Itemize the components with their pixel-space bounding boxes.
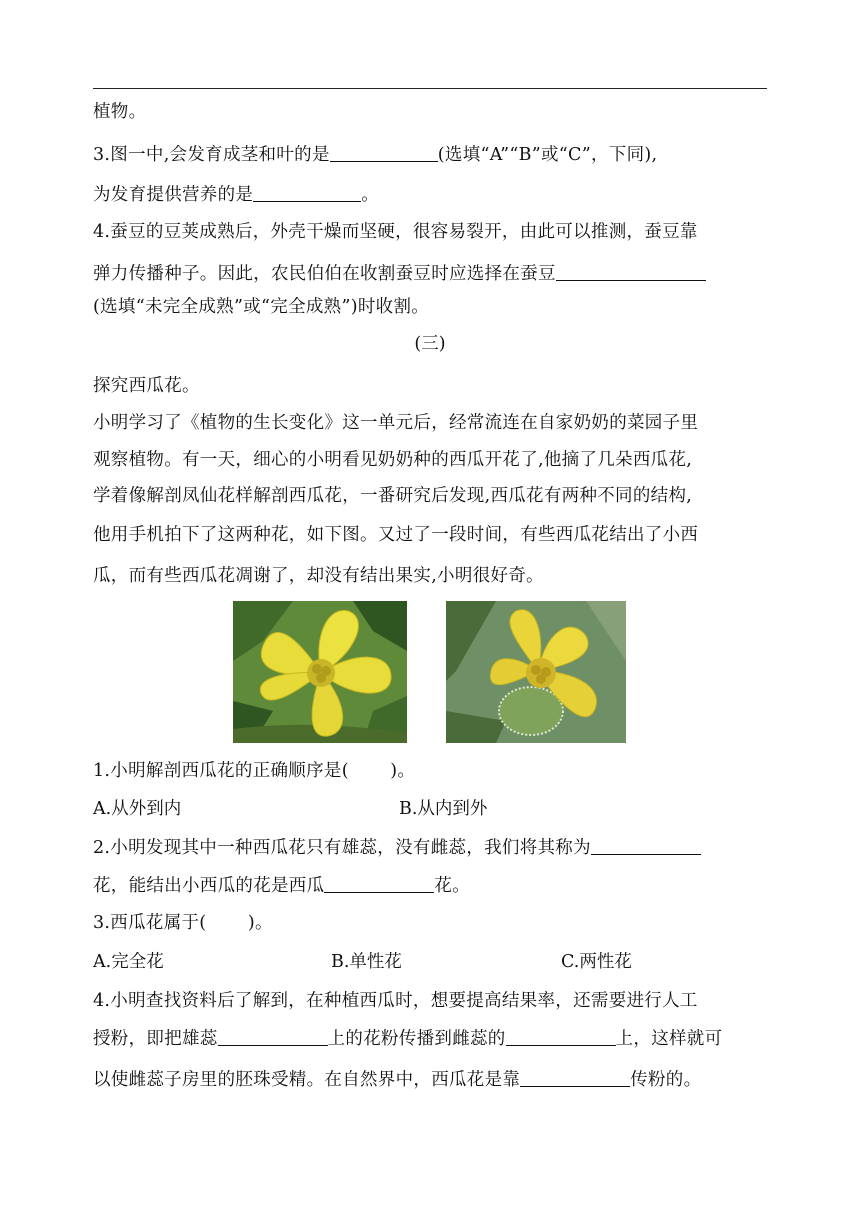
plant-line-end: 植物。 <box>93 102 147 122</box>
question-1: 1.小明解剖西瓜花的正确顺序是( )。 <box>93 761 416 781</box>
question-text: 上，这样就可 <box>615 1029 723 1049</box>
paragraph-line: 学着像解剖凤仙花样解剖西瓜花，一番研究后发现,西瓜花有两种不同的结构, <box>93 486 693 506</box>
question-text: 。 <box>361 185 380 205</box>
option-b-unisexual-flower[interactable]: B.单性花 <box>331 952 402 972</box>
top-divider-line <box>93 88 767 89</box>
answer-blank[interactable] <box>253 183 361 202</box>
answer-blank[interactable] <box>591 836 701 855</box>
paragraph-line: 瓜，而有些西瓜花凋谢了，却没有结出果实,小明很好奇。 <box>93 566 544 586</box>
question-text: 3.图一中,会发育成茎和叶的是 <box>93 145 330 165</box>
question-4-line-1: 4.小明查找资料后了解到，在种植西瓜时，想要提高结果率，还需要进行人工 <box>93 991 698 1011</box>
question-text: 弹力传播种子。因此，农民伯伯在收割蚕豆时应选择在蚕豆 <box>93 264 556 284</box>
female-flower-photo <box>446 601 626 743</box>
answer-blank[interactable] <box>330 143 438 162</box>
option-b-inside-out[interactable]: B.从内到外 <box>399 799 488 819</box>
question-text: 授粉，即把雄蕊 <box>93 1029 218 1049</box>
answer-blank[interactable] <box>556 262 706 281</box>
question-text: 为发育提供营养的是 <box>93 185 254 205</box>
paragraph-line: 观察植物。有一天，细心的小明看见奶奶种的西瓜开花了,他摘了几朵西瓜花, <box>93 450 693 470</box>
question-text: 上的花粉传播到雌蕊的 <box>327 1029 506 1049</box>
answer-blank[interactable] <box>506 1027 616 1046</box>
flower-image <box>233 601 407 743</box>
question-4-line-1 <box>93 221 698 243</box>
question-text: 花。 <box>434 876 471 896</box>
question-4-line-2 <box>93 1027 722 1050</box>
answer-blank[interactable] <box>218 1027 328 1046</box>
question-2-line-1 <box>93 836 701 859</box>
question-4-line-3 <box>93 296 429 318</box>
option-a-complete-flower[interactable]: A.完全花 <box>93 952 164 972</box>
question-3: 3.西瓜花属于( )。 <box>93 913 273 933</box>
option-a-outside-in[interactable]: A.从外到内 <box>93 799 182 819</box>
section-heading: (三) <box>414 334 446 354</box>
question-4-line-2 <box>93 262 706 285</box>
question-text: (选填“未完全成熟”或“完全成熟”)时收割。 <box>93 297 430 317</box>
male-flower-photo <box>233 601 407 743</box>
question-text: 2.小明发现其中一种西瓜花只有雄蕊，没有雌蕊，我们将其称为 <box>93 838 591 858</box>
question-text: (选填“A”“B”或“C”，下同), <box>437 145 658 165</box>
section-intro: 探究西瓜花。 <box>93 376 200 396</box>
answer-blank[interactable] <box>324 874 434 893</box>
question-text: 以使雌蕊子房里的胚珠受精。在自然界中，西瓜花是靠 <box>93 1070 521 1090</box>
question-4-line-3 <box>93 1068 701 1091</box>
answer-blank[interactable] <box>520 1068 630 1087</box>
question-text: 花，能结出小西瓜的花是西瓜 <box>93 876 325 896</box>
question-3-line-1 <box>93 143 657 166</box>
question-text: 传粉的。 <box>630 1070 702 1090</box>
question-3-line-2 <box>93 183 379 206</box>
text-line <box>93 101 146 123</box>
option-c-bisexual-flower[interactable]: C.两性花 <box>561 952 632 972</box>
paragraph-line: 小明学习了《植物的生长变化》这一单元后，经常流连在自家奶奶的菜园子里 <box>93 413 699 433</box>
paragraph-line: 他用手机拍下了这两种花，如下图。又过了一段时间，有些西瓜花结出了小西 <box>93 525 699 545</box>
question-2-line-2 <box>93 874 470 897</box>
question-text: 4.蚕豆的豆荚成熟后，外壳干燥而坚硬，很容易裂开，由此可以推测，蚕豆靠 <box>93 222 698 242</box>
flower-image <box>446 601 626 743</box>
